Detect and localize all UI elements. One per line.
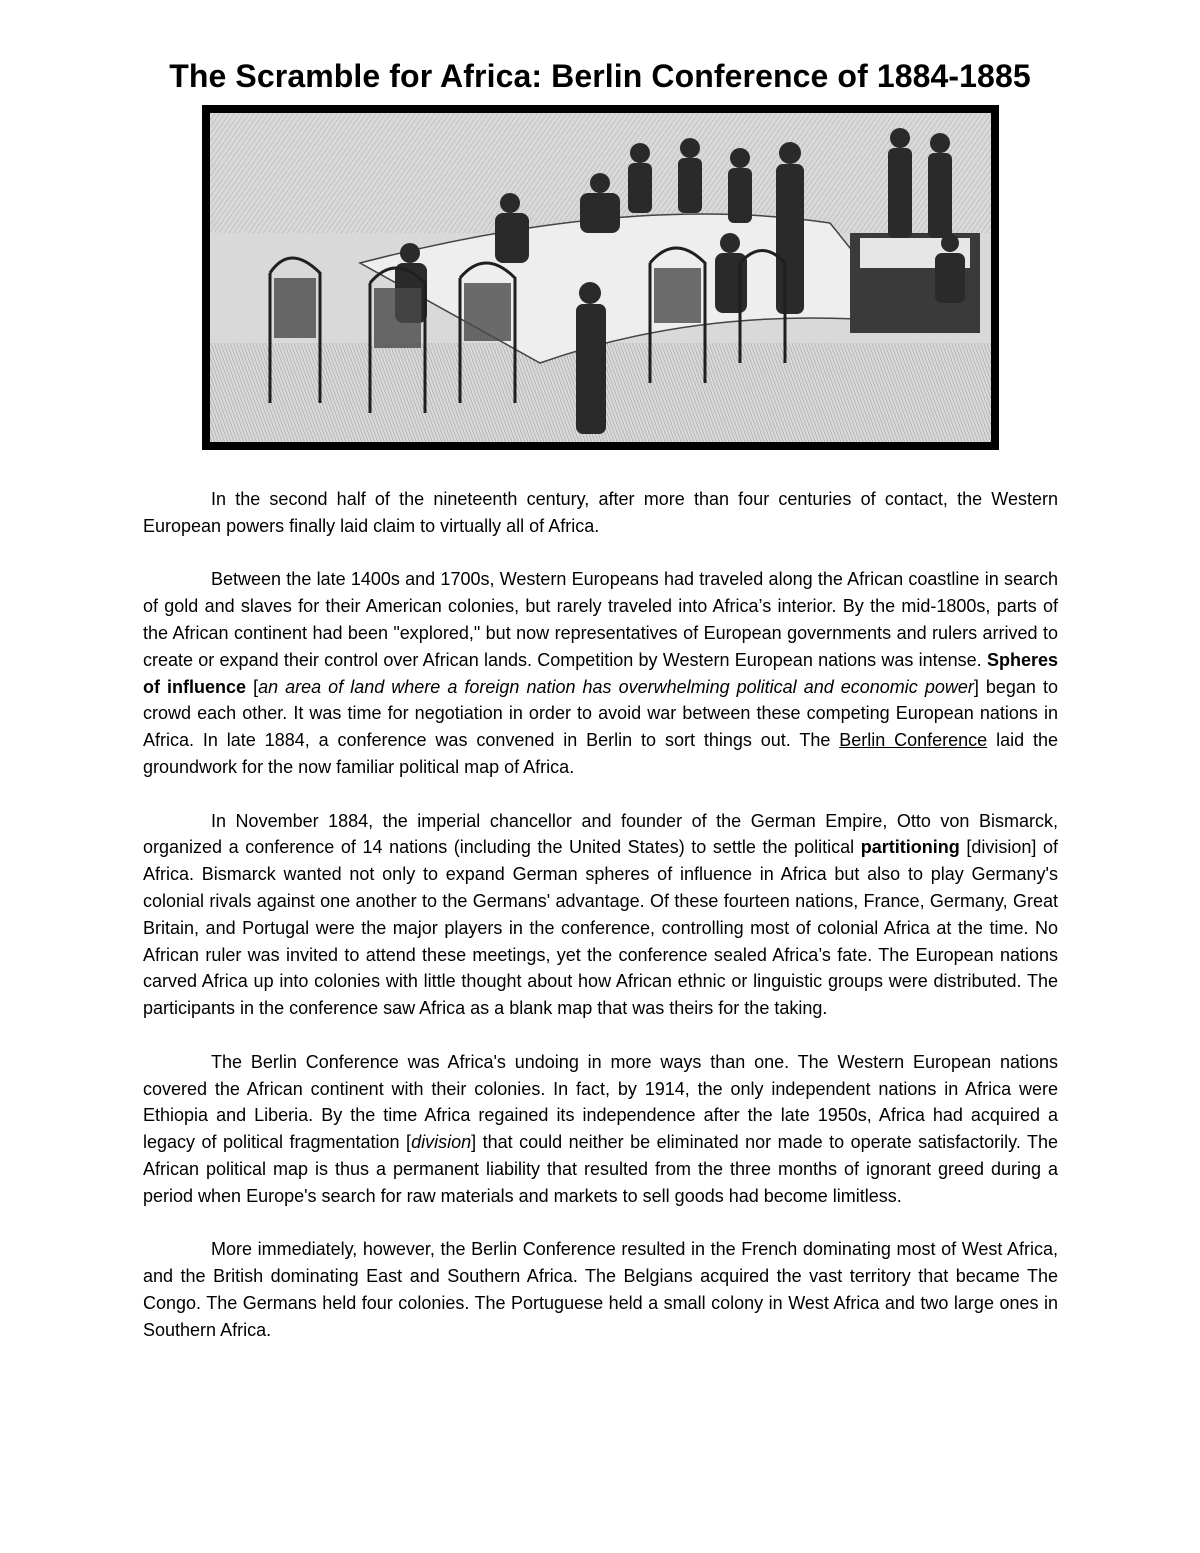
paragraph-1: In the second half of the nineteenth century, after more than four centuries of contact, the Western European powers finally laid claim to virtually all of Africa.	[143, 489, 1058, 536]
paragraph-4-text-b: ] that could neither be eliminated nor made to operate satisfactorily. The African political map is thus a permanent liability that resulted from the three months of ignorant greed during a period when Europe's search for raw materials and markets to sell goods had become limitless.	[143, 1132, 1058, 1206]
paragraph-4	[143, 1049, 1058, 1210]
engraving-illustration-icon	[210, 113, 991, 442]
paragraph-3-text-b: [division] of Africa. Bismarck wanted not only to expand German spheres of influence in Africa but also to play Germany's colonial rivals against one another to the Germans' advantage. Of these fourteen nations, France, Germany, Great Britain, and Portugal were the major players in the conference, controlling most of colonial Africa at the time. No African ruler was invited to attend these meetings, yet the conference sealed Africa’s fate. The European nations carved Africa up into colonies with little thought about how African ethnic or linguistic groups were distributed. The participants in the conference saw Africa as a blank map that was theirs for the taking.	[143, 837, 1058, 1019]
paragraph-3	[143, 808, 1058, 1022]
berlin-conference-illustration	[202, 105, 999, 450]
berlin-conference-link[interactable]: Berlin Conference	[839, 730, 988, 751]
paragraph-2-text-b: [	[246, 676, 259, 697]
paragraph-3-text-a: In November 1884, the imperial chancellor and founder of the German Empire, Otto von Bismarck, organized a conference of 14 nations (including the United States) to settle the political	[143, 810, 1058, 858]
page-title: The Scramble for Africa: Berlin Conference of 1884-1885	[169, 58, 1031, 94]
paragraph-2-text-d: laid the groundwork for the now familiar political map of Africa.	[143, 730, 1059, 777]
article-body	[143, 486, 1058, 1370]
paragraph-2-text-c: ] began to crowd each other. It was time for negotiation in order to avoid war between these competing European nations in Africa. In late 1884, a conference was convened in Berlin to sort things out. The	[143, 676, 1058, 751]
term-spheres-of-influence: Spheres of influence	[143, 649, 1058, 697]
paragraph-4-text-a: The Berlin Conference was Africa's undoing in more ways than one. The Western European nations covered the African continent with their colonies. In fact, by 1914, the only independent nations in Africa were Ethiopia and Liberia. By the time Africa regained its independence after the late 1950s, Africa had acquired a legacy of political fragmentation [	[143, 1051, 1058, 1153]
term-partitioning: partitioning	[860, 837, 960, 858]
definition-division: division	[411, 1132, 472, 1153]
paragraph-2-text-a: Between the late 1400s and 1700s, Western Europeans had traveled along the African coastline in search of gold and slaves for their American colonies, but rarely traveled into Africa’s interior. By the mid-1800s, parts of the African continent had been "explored," but now representatives of European governments and rulers arrived to create or expand their control over African lands. Competition by Western European nations was intense.	[143, 569, 1058, 670]
paragraph-2	[143, 566, 1058, 780]
definition-spheres-of-influence: an area of land where a foreign nation has overwhelming political and economic power	[258, 676, 974, 697]
paragraph-5: More immediately, however, the Berlin Conference resulted in the French dominating most of West Africa, and the British dominating East and Southern Africa. The Belgians acquired the vast territory that became The Congo. The Germans held four colonies. The Portuguese held a small colony in West Africa and two large ones in Southern Africa.	[143, 1239, 1058, 1340]
